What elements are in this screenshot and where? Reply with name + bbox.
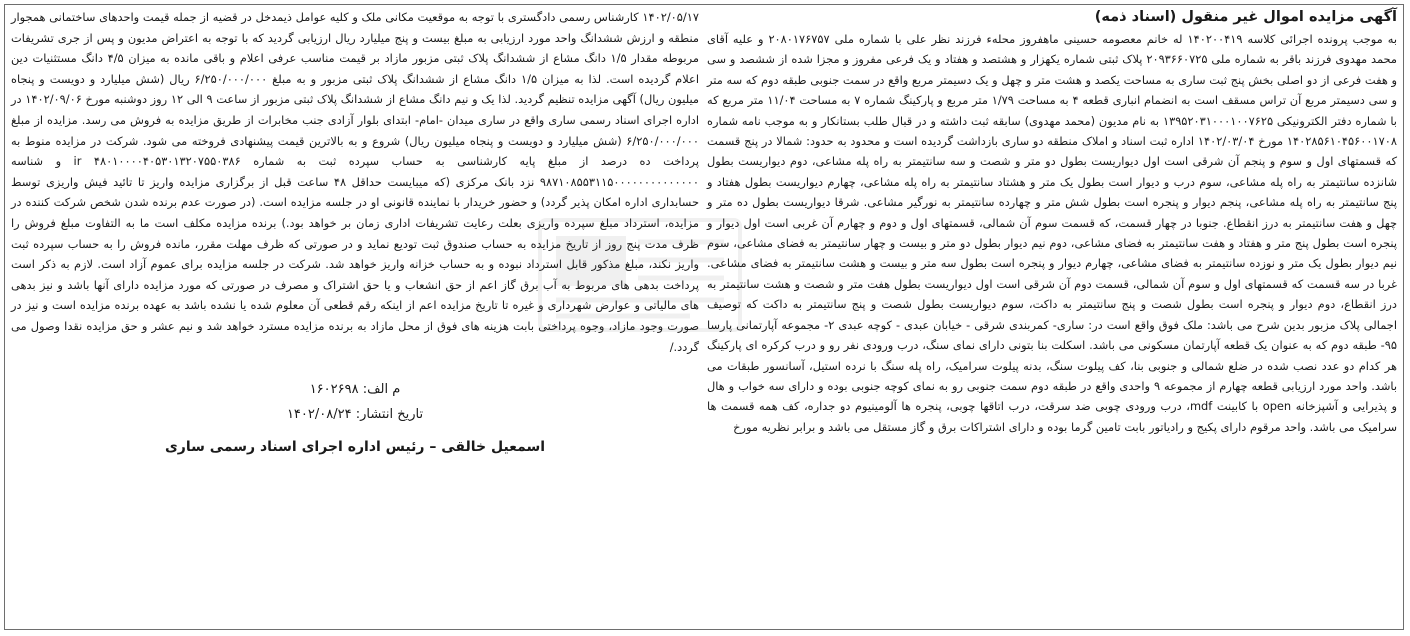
notice-left-column: [5, 5, 703, 629]
notice-body-part-2: ۱۴۰۲/۰۵/۱۷ کارشناس رسمی دادگستری با توجه به موقعیت مکانی ملک و کلیه عوامل ذیمدخل در قضیه از جمله قیمت واحدهای ساختمانی همجوار منطقه و ارزش ششدانگ واحد مورد ارزیابی به مبلغ بیست و پنج میلیارد ریال ارزیابی گردید که با توجه به اعتراض مدیون و پس از جری تشریفات مربوطه مقدار ۱/۵ دانگ مشاع از ششدانگ پلاک ثبتی مزبور مازاد بر قیمت مناسب عرفی اعلام و باقی مانده به میزان ۴/۵ دانگ مستثنیات دین اعلام گردیده است. لذا به میزان ۱/۵ دانگ مشاع از ششدانگ پلاک ثبتی مزبور و به مبلغ ۶/۲۵۰/۰۰۰/۰۰۰ ریال (شش میلیارد و دویست و پنجاه میلیون ریال) آگهی مزایده تنظیم گردید. لذا یک و نیم دانگ مشاع از ششدانگ پلاک ثبتی مزبور از ساعت ۹ الی ۱۲ روز دوشنبه مورخ ۱۴۰۲/۰۹/۰۶ در اداره اجرای اسناد رسمی ساری واقع در ساری میدان -امام- ابتدای بلوار آزادی جنب مخابرات از طریق مزایده به فروش می رسد. مزایده از مبلغ ۶/۲۵۰/۰۰۰/۰۰۰ (شش میلیارد و دویست و پنجاه میلیون ریال) شروع و به بالاترین قیمت پیشنهادی فروخته می شود. شرکت در مزایده منوط به پرداخت ده درصد از مبلغ پایه کارشناسی به حساب سپرده ثبت به شماره ۴۸۰۱۰۰۰۰۴۰۵۳۰۱۳۲۰۷۵۵۰۳۸۶ ir و شناسه ۹۸۷۱۰۸۵۵۳۱۱۵۰۰۰۰۰۰۰۰۰۰۰۰۰۰ نزد بانک مرکزی (که میبایست حداقل ۴۸ ساعت قبل از برگزاری مزایده واریز تا تائید فیش واریزی توسط حسابداری اداره امکان پذیر گردد) و حضور خریدار با نماینده قانونی او در جلسه مزایده است. (در صورت عدم برنده شدن شخص شرکت کننده در مزایده، استرداد مبلغ سپرده واریزی بعلت رعایت تشریفات اداری زمان بر خواهد بود.) برنده مزایده مکلف است ما به التفاوت مبلغ فروش را ظرف مدت پنج روز از تاریخ مزایده به حساب صندوق ثبت تودیع نماید و در صورتی که ظرف مهلت مقرر، مانده فروش را به حساب سپرده ثبت واریز نکند، مبلغ مذکور قابل استرداد نبوده و به حساب خزانه واریز خواهد شد. شرکت در جلسه مزایده برای عموم آزاد است. لازم به ذکر است پرداخت بدهی های مربوط به آب برق گاز اعم از حق انشعاب و یا حق اشتراک و مصرف در صورتی که مورد مزایده دارای آنها باشد و نیز بدهی های مالیاتی و عوارض شهرداری و غیره تا تاریخ مزایده اعم از اینکه رقم قطعی آن معلوم شده یا نشده باشد به عهده برنده مزایده است و نیز در صورت وجود مازاد، وجوه پرداختی بابت هزینه های فوق از محل مازاد به برنده مزایده مسترد خواهد شد و نیم عشر و حق مزایده نقدا وصول می گردد./: [11, 10, 700, 354]
reference-number: م الف: ۱۶۰۲۶۹۸: [309, 382, 401, 398]
notice-frame: [4, 4, 1404, 630]
notice-right-column: [703, 5, 1403, 629]
notice-title: آگهی مزایده اموال غیر منقول (اسناد ذمه): [1094, 9, 1397, 25]
publish-date: تاریخ انتشار: ۱۴۰۲/۰۸/۲۴: [286, 407, 424, 423]
notice-body-part-1: به موجب پرونده اجرائی کلاسه ۱۴۰۲۰۰۴۱۹ له خانم معصومه حسینی ماهفروز محله‌ء فرزند نظر علی با شماره ملی ۲۰۸۰۱۷۶۷۵۷ و علیه آقای محمد مهدوی فرزند باقر به شماره ملی ۲۰۹۳۶۶۰۷۲۵ پلاک ثبتی شماره یکهزار و هشتصد و هفتاد و یک فرعی مفروز و مجزا شده از ششصد و سی و هفت فرعی از دو اصلی بخش پنج ثبت ساری به مساحت یکصد و هشت متر و چهل و یک دسیمتر مربع واقع در سمت جنوبی طبقه دوم که سه متر و سی دسیمتر مربع آن تراس مسقف است به انضمام انباری قطعه ۴ به مساحت ۱/۷۹ متر مربع و پارکینگ شماره ۷ به مساحت ۱۱/۰۴ متر مربع که با شماره دفتر الکترونیکی ۱۳۹۵۲۰۳۱۰۰۰۱۰۰۷۶۲۵ به نام مدیون (محمد مهدوی) سابقه ثبت داشته و در قبال طلب بستانکار و به موجب نامه شماره ۱۴۰۲۸۵۶۱۰۴۵۶۰۰۱۷۰۸ مورخ ۱۴۰۲/۰۳/۰۴ اداره ثبت اسناد و املاک منطقه دو ساری بازداشت گردیده است و محدود به حدود: شمالا در پنج قسمت که قسمتهای اول و سوم و پنجم آن شرقی است اول دیواریست بطول دو متر و شصت و سه سانتیمتر به راه پله مشاعی، دوم دیواریست بطول شانزده سانتیمتر به راه پله مشاعی، سوم درب و دیوار است بطول یک متر و هشتاد سانتیمتر به راه پله مشاعی، چهارم دیواریست بطول هفتاد و پنج سانتیمتر به راه پله مشاعی، پنجم دیوار و پنجره است بطول شش متر و چهارده سانتیمتر به نورگیر مشاعی. شرقا دیواریست بطول ده متر و چهل و هفت سانتیمتر به درز انقطاع. جنوبا در چهار قسمت، که قسمت سوم آن شمالی، قسمتهای اول و دوم و چهارم آن غربی است اول دیوار و پنجره است بطول پنج متر و هفتاد و هفت سانتیمتر به فضای مشاعی، دوم نیم دیوار بطول دو متر و بیست و چهار سانتیمتر به فضای مشاعی، سوم نیم دیوار بطول یک متر و نوزده سانتیمتر به فضای مشاعی، چهارم دیوار و پنجره است بطول سه متر و بیست و هشت سانتیمتر به فضای مشاعی. غربا در سه قسمت که قسمتهای اول و سوم آن شمالی، قسمت دوم آن شرقی است اول دیواریست بطول هفت متر و شصت و هشت سانتیمتر به درز انقطاع، دوم دیوار و پنجره است بطول شصت و پنج سانتیمتر به داکت، سوم دیواریست بطول شصت و پنج سانتیمتر به داکت که توصیف اجمالی پلاک مزبور بدین شرح می باشد: ملک فوق واقع است در: ساری- کمربندی شرقی - خیابان عبدی - کوچه عبدی ۲- مجموعه آپارتمانی پارسا ۹۵- طبقه دوم که به عنوان یک قطعه آپارتمان مسکونی می باشد. اسکلت بنا بتونی دارای نمای سنگ، درب ورودی نفر رو و درب کرکره ای پارکینگ هر کدام دو عدد نصب شده در ضلع شمالی و جنوبی بنا، کف پیلوت سنگ، بدنه پیلوت سرامیک، راه پله سنگ با نرده استیل، آسانسور طبقات می باشد. واحد مورد ارزیابی قطعه چهارم از مجموعه ۹ واحدی واقع در طبقه دوم سمت جنوبی رو به نمای کوچه جنوبی بوده و دارای سه خواب و هال و پذیرایی و آشپزخانه open با کابینت mdf، درب ورودی چوبی ضد سرقت، درب اتاقها چوبی، پنجره ها آلومینیوم دو جداره، کف همه قسمت ها سرامیک می باشد. واحد مرقوم دارای پکیج و رادیاتور بابت تامین گرما بوده و دارای اشتراکات برق و گاز مستقل می باشد و برابر نظریه مورخ: [707, 32, 1398, 434]
signer-name: اسمعیل خالقی – رئیس اداره اجرای اسناد رسمی ساری: [164, 439, 546, 456]
notice-footer: [11, 377, 699, 460]
